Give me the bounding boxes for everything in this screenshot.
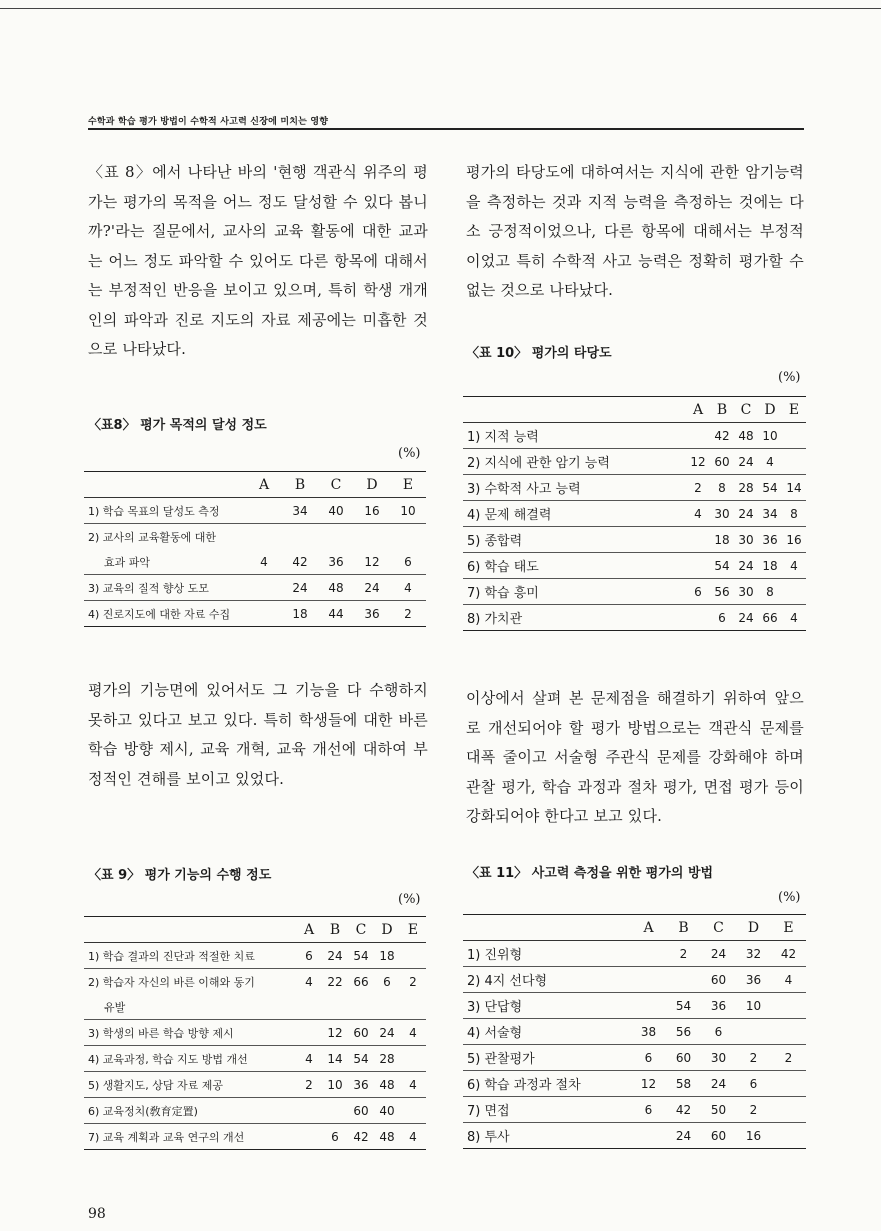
row-label: 2) 지식에 관한 암기 능력 bbox=[467, 456, 610, 471]
cell-value: 6 bbox=[694, 584, 702, 599]
cell-value: 48 bbox=[328, 580, 344, 595]
cell-value: 22 bbox=[327, 974, 343, 989]
right-paragraph-2: 이상에서 살펴 본 문제점을 해결하기 위하여 앞으로 개선되어야 할 평가 방법으로는 객관식 문제를 대폭 줄이고 서술형 주관식 문제를 강화해야 하며 관찰 평가, 학습 과정과 절차 평가, 면접 평가 등이 강화되어야 한다고 보고 있다. bbox=[466, 689, 804, 825]
cell-value: 38 bbox=[640, 1024, 657, 1039]
cell-value: 2 bbox=[679, 946, 688, 961]
cell-value: 6 bbox=[404, 554, 412, 569]
cell-value: 4 bbox=[409, 1129, 417, 1144]
cell-value bbox=[631, 1123, 666, 1149]
row-label: 2) 4지 선다형 bbox=[467, 974, 548, 989]
cell-value: 40 bbox=[328, 503, 344, 518]
table11-unit: (%) bbox=[778, 890, 801, 905]
cell-value: 24 bbox=[738, 506, 754, 521]
row-label: 3) 교육의 질적 향상 도모 bbox=[88, 581, 209, 595]
table-row bbox=[463, 553, 806, 579]
cell-value: 28 bbox=[738, 480, 754, 495]
cell-value: 2 bbox=[404, 606, 412, 621]
table10-header-row bbox=[463, 397, 806, 423]
left-paragraph-2: 평가의 기능면에 있어서도 그 기능을 다 수행하지 못하고 있다고 보고 있다. 특히 학생들에 대한 바른 학습 방향 제시, 교육 개혁, 교육 개선에 대하여 부정적인 견해를 보이고 있었다. bbox=[88, 681, 428, 788]
cell-value: 24 bbox=[327, 948, 343, 963]
cell-value: 36 bbox=[710, 998, 727, 1013]
table-row bbox=[463, 1019, 806, 1045]
table-row bbox=[463, 579, 806, 605]
cell-value: 8 bbox=[790, 506, 798, 521]
row-label: 유발 bbox=[104, 1000, 126, 1014]
cell-value: 12 bbox=[690, 454, 706, 469]
cell-value: 60 bbox=[353, 1103, 369, 1118]
cell-value: 18 bbox=[762, 558, 778, 573]
column-header: E bbox=[407, 921, 419, 938]
cell-value bbox=[782, 579, 806, 605]
cell-value bbox=[782, 449, 806, 475]
cell-value: 8 bbox=[766, 584, 774, 599]
cell-value bbox=[322, 994, 348, 1020]
column-header: A bbox=[643, 919, 654, 936]
cell-value: 42 bbox=[292, 554, 308, 569]
cell-value: 36 bbox=[328, 554, 344, 569]
table8-unit: (%) bbox=[398, 446, 421, 461]
cell-value: 4 bbox=[694, 506, 702, 521]
table-row bbox=[84, 524, 426, 550]
row-label: 3) 학생의 바른 학습 방향 제시 bbox=[88, 1026, 234, 1040]
cell-value: 24 bbox=[675, 1128, 692, 1143]
table11-caption: 〈표 11〉 사고력 측정을 위한 평가의 방법 bbox=[466, 866, 714, 881]
cell-value: 6 bbox=[644, 1102, 653, 1117]
cell-value: 36 bbox=[364, 606, 380, 621]
cell-value: 2 bbox=[305, 1077, 313, 1092]
cell-value: 44 bbox=[328, 606, 344, 621]
cell-value bbox=[246, 601, 282, 627]
cell-value bbox=[771, 1071, 806, 1097]
row-label: 5) 생활지도, 상담 자료 제공 bbox=[88, 1078, 224, 1092]
cell-value: 4 bbox=[305, 1051, 313, 1066]
table9-unit: (%) bbox=[398, 892, 421, 907]
cell-value: 10 bbox=[762, 428, 778, 443]
table-row bbox=[84, 994, 426, 1020]
cell-value: 58 bbox=[675, 1076, 692, 1091]
table-row bbox=[84, 601, 426, 627]
table-row bbox=[463, 967, 806, 993]
cell-value: 24 bbox=[710, 1076, 727, 1091]
cell-value: 24 bbox=[738, 610, 754, 625]
table9-header-row bbox=[84, 917, 426, 943]
cell-value bbox=[296, 1020, 322, 1046]
table-row bbox=[84, 969, 426, 995]
table-row bbox=[84, 1020, 426, 1046]
column-header: D bbox=[747, 919, 760, 936]
cell-value bbox=[400, 994, 426, 1020]
cell-value: 60 bbox=[675, 1050, 692, 1065]
table11 bbox=[463, 914, 806, 1149]
cell-value bbox=[631, 941, 666, 967]
cell-value bbox=[354, 524, 390, 550]
table-row bbox=[84, 575, 426, 601]
cell-value bbox=[631, 967, 666, 993]
cell-value bbox=[736, 1019, 771, 1045]
cell-value bbox=[771, 993, 806, 1019]
cell-value: 28 bbox=[379, 1051, 395, 1066]
table9 bbox=[84, 916, 426, 1150]
cell-value: 60 bbox=[710, 972, 727, 987]
table-row bbox=[463, 1123, 806, 1149]
table-row bbox=[463, 449, 806, 475]
row-label: 2) 교사의 교육활동에 대한 bbox=[88, 530, 217, 544]
cell-value: 56 bbox=[675, 1024, 692, 1039]
cell-value: 14 bbox=[786, 480, 802, 495]
cell-value: 30 bbox=[714, 506, 730, 521]
table-row bbox=[84, 1072, 426, 1098]
table-row bbox=[463, 1097, 806, 1123]
cell-value: 6 bbox=[305, 948, 313, 963]
row-label: 3) 단답형 bbox=[467, 1000, 523, 1015]
header-rule bbox=[88, 128, 804, 130]
row-label: 4) 서술형 bbox=[467, 1026, 523, 1041]
cell-value bbox=[318, 524, 354, 550]
cell-value bbox=[246, 498, 282, 524]
table-row bbox=[84, 549, 426, 575]
cell-value: 2 bbox=[409, 974, 417, 989]
cell-value: 2 bbox=[694, 480, 702, 495]
column-header: A bbox=[303, 921, 315, 938]
column-header: B bbox=[294, 476, 306, 493]
table-row bbox=[84, 943, 426, 969]
cell-value: 36 bbox=[353, 1077, 369, 1092]
cell-value: 24 bbox=[364, 580, 380, 595]
row-label: 7) 교육 계획과 교육 연구의 개선 bbox=[88, 1130, 245, 1144]
table-row bbox=[463, 605, 806, 631]
row-label: 5) 관찰평가 bbox=[467, 1052, 535, 1067]
cell-value: 54 bbox=[714, 558, 730, 573]
cell-value: 42 bbox=[780, 946, 797, 961]
cell-value: 6 bbox=[714, 1024, 723, 1039]
cell-value bbox=[348, 994, 374, 1020]
cell-value: 42 bbox=[353, 1129, 369, 1144]
table8 bbox=[84, 471, 426, 627]
cell-value: 10 bbox=[400, 503, 416, 518]
cell-value: 2 bbox=[784, 1050, 793, 1065]
cell-value bbox=[246, 575, 282, 601]
header-cell-empty bbox=[84, 917, 296, 943]
cell-value: 50 bbox=[710, 1102, 727, 1117]
cell-value: 30 bbox=[710, 1050, 727, 1065]
column-header: B bbox=[678, 919, 689, 936]
cell-value: 34 bbox=[292, 503, 308, 518]
row-label: 6) 교육정치(敎育定置) bbox=[88, 1104, 198, 1118]
table-row bbox=[463, 527, 806, 553]
cell-value: 40 bbox=[379, 1103, 395, 1118]
left-paragraph-1: 〈표 8〉에서 나타난 바의 '현행 객관식 위주의 평가는 평가의 목적을 어느 정도 달성할 수 있다 봅니까?'라는 질문에서, 교사의 교육 활동에 대한 교과는 어느 정도 파악할 수 있어도 다른 항목에 대해서는 부정적인 반응을 보이고 있으며, 특히 학생 개개인의 파악과 진로 지도의 자료 제공에는 미흡한 것으로 나타났다. bbox=[88, 163, 428, 358]
row-label: 3) 수학적 사고 능력 bbox=[467, 482, 581, 497]
cell-value bbox=[686, 423, 710, 449]
cell-value: 12 bbox=[364, 554, 380, 569]
column-header: E bbox=[788, 401, 800, 418]
column-header: D bbox=[764, 401, 776, 418]
running-header: 수학과 학습 평가 방법이 수학적 사고력 신장에 미치는 영향 bbox=[88, 117, 329, 127]
row-label: 6) 학습 과정과 절차 bbox=[467, 1078, 581, 1093]
cell-value: 6 bbox=[644, 1050, 653, 1065]
cell-value: 34 bbox=[762, 506, 778, 521]
column-header: A bbox=[692, 401, 704, 418]
column-header: C bbox=[355, 921, 367, 938]
cell-value: 24 bbox=[738, 454, 754, 469]
right-paragraph-1: 평가의 타당도에 대하여서는 지식에 관한 암기능력을 측정하는 것과 지적 능력을 측정하는 것에는 다소 긍정적이었으나, 다른 항목에 대해서는 부정적이었고 특히 수학적 사고 능력은 정확히 평가할 수 없는 것으로 나타났다. bbox=[466, 163, 804, 299]
cell-value: 4 bbox=[409, 1077, 417, 1092]
cell-value: 4 bbox=[260, 554, 268, 569]
table-row bbox=[84, 1124, 426, 1150]
row-label: 4) 교육과정, 학습 지도 방법 개선 bbox=[88, 1052, 248, 1066]
table8-caption: 〈표8〉 평가 목적의 달성 정도 bbox=[88, 418, 267, 433]
cell-value: 2 bbox=[749, 1050, 758, 1065]
cell-value bbox=[400, 1098, 426, 1124]
cell-value bbox=[686, 553, 710, 579]
cell-value bbox=[400, 943, 426, 969]
cell-value bbox=[322, 1098, 348, 1124]
cell-value: 30 bbox=[738, 532, 754, 547]
cell-value: 4 bbox=[790, 558, 798, 573]
cell-value: 4 bbox=[784, 972, 793, 987]
table11-header-row bbox=[463, 915, 806, 941]
cell-value: 6 bbox=[718, 610, 726, 625]
row-label: 5) 종합력 bbox=[467, 534, 523, 549]
column-header: E bbox=[402, 476, 414, 493]
row-label: 효과 파악 bbox=[104, 555, 151, 569]
cell-value: 66 bbox=[762, 610, 778, 625]
cell-value: 16 bbox=[745, 1128, 762, 1143]
page-number: 98 bbox=[88, 1206, 106, 1222]
row-label: 2) 학습자 자신의 바른 이해와 동기 bbox=[88, 975, 255, 989]
row-label: 1) 학습 결과의 진단과 적절한 치료 bbox=[88, 949, 255, 963]
table-row bbox=[463, 423, 806, 449]
cell-value: 2 bbox=[749, 1102, 758, 1117]
cell-value: 16 bbox=[364, 503, 380, 518]
cell-value: 32 bbox=[745, 946, 762, 961]
cell-value: 42 bbox=[675, 1102, 692, 1117]
row-label: 4) 진로지도에 대한 자료 수집 bbox=[88, 607, 231, 621]
top-rule bbox=[0, 8, 881, 9]
column-header: B bbox=[716, 401, 728, 418]
column-header: C bbox=[713, 919, 724, 936]
cell-value: 48 bbox=[379, 1077, 395, 1092]
cell-value: 54 bbox=[762, 480, 778, 495]
table10 bbox=[463, 396, 806, 631]
cell-value: 24 bbox=[379, 1025, 395, 1040]
row-label: 1) 진위형 bbox=[467, 948, 523, 963]
row-label: 1) 지적 능력 bbox=[467, 430, 539, 445]
cell-value: 54 bbox=[353, 948, 369, 963]
cell-value bbox=[771, 1097, 806, 1123]
cell-value bbox=[246, 524, 282, 550]
column-header: C bbox=[330, 476, 342, 493]
cell-value: 48 bbox=[738, 428, 754, 443]
cell-value: 30 bbox=[738, 584, 754, 599]
cell-value bbox=[400, 1046, 426, 1072]
cell-value: 60 bbox=[353, 1025, 369, 1040]
cell-value: 4 bbox=[409, 1025, 417, 1040]
table10-caption: 〈표 10〉 평가의 타당도 bbox=[466, 346, 612, 361]
column-header: D bbox=[381, 921, 393, 938]
cell-value bbox=[296, 1124, 322, 1150]
cell-value: 60 bbox=[714, 454, 730, 469]
row-label: 7) 학습 흥미 bbox=[467, 586, 539, 601]
cell-value: 6 bbox=[331, 1129, 339, 1144]
cell-value: 24 bbox=[292, 580, 308, 595]
table8-header-row bbox=[84, 472, 426, 498]
cell-value bbox=[296, 1098, 322, 1124]
column-header: E bbox=[783, 919, 794, 936]
cell-value: 4 bbox=[766, 454, 774, 469]
table10-unit: (%) bbox=[778, 370, 801, 385]
table-row bbox=[463, 1071, 806, 1097]
cell-value bbox=[686, 605, 710, 631]
cell-value: 66 bbox=[353, 974, 369, 989]
table-row bbox=[463, 993, 806, 1019]
row-label: 1) 학습 목표의 달성도 측정 bbox=[88, 504, 220, 518]
cell-value bbox=[296, 994, 322, 1020]
column-header: B bbox=[329, 921, 341, 938]
table-row bbox=[84, 1046, 426, 1072]
cell-value bbox=[374, 994, 400, 1020]
cell-value: 18 bbox=[292, 606, 308, 621]
column-header: C bbox=[740, 401, 752, 418]
cell-value: 10 bbox=[327, 1077, 343, 1092]
cell-value: 12 bbox=[640, 1076, 657, 1091]
table-row bbox=[463, 501, 806, 527]
cell-value: 36 bbox=[745, 972, 762, 987]
cell-value: 4 bbox=[305, 974, 313, 989]
table-row bbox=[463, 941, 806, 967]
header-cell-empty bbox=[463, 397, 686, 423]
cell-value: 4 bbox=[790, 610, 798, 625]
cell-value: 4 bbox=[404, 580, 412, 595]
cell-value: 60 bbox=[710, 1128, 727, 1143]
cell-value: 14 bbox=[327, 1051, 343, 1066]
header-cell-empty bbox=[84, 472, 246, 498]
cell-value: 8 bbox=[718, 480, 726, 495]
table-row bbox=[84, 498, 426, 524]
cell-value: 54 bbox=[353, 1051, 369, 1066]
cell-value: 18 bbox=[714, 532, 730, 547]
cell-value: 48 bbox=[379, 1129, 395, 1144]
cell-value: 42 bbox=[714, 428, 730, 443]
cell-value bbox=[666, 967, 701, 993]
cell-value: 16 bbox=[786, 532, 802, 547]
cell-value bbox=[631, 993, 666, 1019]
cell-value: 54 bbox=[675, 998, 692, 1013]
column-header: D bbox=[366, 476, 378, 493]
column-header: A bbox=[258, 476, 270, 493]
cell-value bbox=[771, 1123, 806, 1149]
row-label: 6) 학습 태도 bbox=[467, 560, 539, 575]
cell-value: 6 bbox=[383, 974, 391, 989]
row-label: 7) 면접 bbox=[467, 1104, 510, 1119]
cell-value: 10 bbox=[745, 998, 762, 1013]
cell-value: 12 bbox=[327, 1025, 343, 1040]
cell-value: 36 bbox=[762, 532, 778, 547]
table-row bbox=[84, 1098, 426, 1124]
cell-value bbox=[771, 1019, 806, 1045]
cell-value: 24 bbox=[738, 558, 754, 573]
table-row bbox=[463, 475, 806, 501]
cell-value bbox=[782, 423, 806, 449]
row-label: 8) 가치관 bbox=[467, 612, 523, 627]
row-label: 4) 문제 해결력 bbox=[467, 508, 552, 523]
row-label: 8) 투사 bbox=[467, 1130, 510, 1145]
cell-value bbox=[390, 524, 426, 550]
cell-value bbox=[282, 524, 318, 550]
cell-value bbox=[686, 527, 710, 553]
cell-value: 24 bbox=[710, 946, 727, 961]
cell-value: 6 bbox=[749, 1076, 758, 1091]
table9-caption: 〈표 9〉 평가 기능의 수행 정도 bbox=[88, 868, 272, 883]
cell-value: 18 bbox=[379, 948, 395, 963]
header-cell-empty bbox=[463, 915, 631, 941]
cell-value: 56 bbox=[714, 584, 730, 599]
table-row bbox=[463, 1045, 806, 1071]
